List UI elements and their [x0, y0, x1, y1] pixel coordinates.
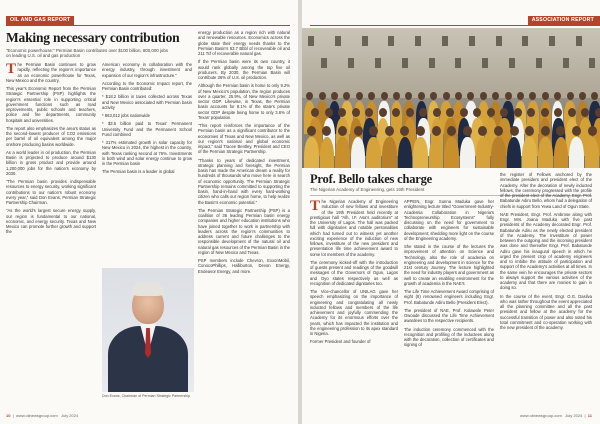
paragraph: Although the Permian basin is home to only 9.2% of New Mexico's population, the region produces over a quarter, 25.9%, of New Mexico's private sector GDP. Likewise, in Texas, the Permian basin accounts for 8.1% of the state's private sector GDP despite being home to only 3.6% of Texas' population.	[198, 83, 290, 120]
building-window	[335, 36, 341, 46]
person-body	[522, 137, 537, 168]
person-head	[514, 108, 522, 117]
person-head	[354, 126, 363, 136]
person-body	[320, 137, 335, 168]
person-body	[366, 137, 381, 168]
person-head	[595, 108, 600, 117]
person	[304, 126, 320, 168]
right-page	[302, 0, 600, 424]
paragraph: "As the world's largest secure energy supply, our region is fundamental to our national, economic, and energy security. Texas and New Mexico can promote further growth and support the	[6, 208, 96, 235]
person-head	[463, 126, 472, 136]
person-head	[392, 108, 400, 117]
person	[522, 126, 538, 168]
person-body	[507, 137, 522, 168]
person-body	[335, 137, 350, 168]
person-head	[419, 108, 427, 117]
person-head	[541, 108, 549, 117]
page-number: 11	[587, 413, 592, 418]
person	[335, 126, 351, 168]
person-head	[567, 92, 574, 100]
group-photo	[302, 28, 600, 168]
person-head	[480, 92, 487, 100]
person-head	[433, 108, 441, 117]
paragraph: The report also emphasizes the area's status as the second-lowest producer of CO2 emissions per barrel of oil equivalent among the major onshore producing basins worldwide.	[6, 125, 96, 147]
person-head	[430, 92, 437, 100]
person-head	[369, 126, 378, 136]
paragraph: "This report reinforces the importance of the Permian basin as a significant contributor to the economies of Texas and New Mexico, as well as our region's national and global economic impact," said Tracee Bentley, President and CEO of the Permian Strategic Partnership.	[198, 123, 290, 155]
person-head	[365, 108, 373, 117]
paragraph: The ceremony kicked-off with the introduction of guests present and readings of the goodwill messages of the Governors of Ogun, Lagos and Oyo states respectively as well as recognition of dedicated dignitaries too.	[310, 259, 398, 286]
article-column-1	[310, 199, 398, 409]
paragraph: "Thanks to years of dedicated investment, strategic planning and foresight, the Permian basin has made the American dream a reality for hundreds of thousands who move here in search of economic opportunity. The Permian Strategic Partnership remains committed to supporting the basin, hand-in-hand with every hard-working citizen who calls our region home, to help realize the Basin's economic potential."	[198, 157, 290, 205]
paragraph: This year's Economic Report from the Permian Strategic Partnership (PSP) highlights the region's essential role in supporting critical government functions such as road improvements, public schools and teachers, police and fire departments, community hospitals and universities.	[6, 86, 96, 123]
person-head	[588, 126, 597, 136]
person-head	[393, 92, 400, 100]
building-window	[388, 36, 394, 46]
person-head	[591, 92, 598, 100]
person-head	[443, 92, 450, 100]
person-body	[585, 137, 600, 168]
paragraph: he Permian Basin continues to grow rapidly, reflecting the region's importance as an economic powerhouse for Texas, New Mexico and the country.	[6, 62, 96, 83]
building-window	[496, 36, 502, 46]
person-head	[338, 108, 346, 117]
article-column-2	[404, 199, 494, 409]
person-head	[446, 108, 454, 117]
person-head	[307, 126, 316, 136]
person-head	[500, 108, 508, 117]
person-head	[527, 108, 535, 117]
person-head	[517, 92, 524, 100]
person	[507, 126, 523, 168]
building-window	[402, 58, 408, 68]
person-body	[351, 137, 366, 168]
person	[554, 126, 570, 168]
paragraph: According to the Economic Impact report, the Permian Basin contributed:	[102, 80, 192, 91]
person-head	[541, 126, 550, 136]
section-rule	[310, 25, 600, 26]
building-window	[308, 36, 314, 46]
person-head	[379, 108, 387, 117]
building-window	[482, 58, 488, 68]
article-headline: Making necessary contribution	[6, 30, 180, 45]
building-window	[455, 58, 461, 68]
person-head	[556, 126, 565, 136]
person-head	[579, 92, 586, 100]
footer-site[interactable]: www.oilnewsgroup.com	[15, 413, 58, 418]
person-head	[368, 92, 375, 100]
hair	[132, 282, 164, 296]
paragraph: "The Permian basin provides indispensable resources to energy security, working significant contributions to our nation's robust economy every year," said Don Evans, Permian Strategic Partnership Chairman.	[6, 179, 96, 205]
person-head	[478, 126, 487, 136]
building-window	[321, 58, 327, 68]
page-number: 10	[6, 413, 11, 418]
person-body	[538, 137, 553, 168]
person-head	[311, 108, 319, 117]
person-body	[429, 137, 444, 168]
paragraph: Former President and founder of	[310, 339, 371, 345]
person-body	[444, 137, 459, 168]
person-head	[432, 126, 441, 136]
person-body	[304, 137, 319, 168]
person-head	[581, 108, 589, 117]
building-window	[536, 58, 542, 68]
article-column-3	[198, 30, 290, 404]
paragraph: American economy in collaboration with the energy industry, through investment and expansion of our region's infrastructure."	[102, 62, 192, 78]
section-tab-oil-gas: OIL AND GAS REPORT	[6, 16, 74, 25]
paragraph: NAE President, Engr. Prof. Ambrose along with Engr. Mrs. Joana Maduka with five past presidents of the Academy decorated Engr. Prof. Babatunde Adiru as the newly elected president of the Academy. The Investiture of power between the outgoing and the incoming president was done and thereafter Engr. Prof. Babatunde Adiru gave his inaugural speech in which he urged the present crop of academy engineers and to imbibe the attitude of participation and support of the Academy's activities at all times. In the same vein he encourages the private sectors to always support the various activities of the academy and that there are monies to gain in doing so.	[500, 211, 592, 291]
person	[320, 126, 336, 168]
person	[398, 126, 414, 168]
paragraph: The induction ceremony commenced with the recognition and profiling of the inductees along with the decoration, collection of certificates and signing of	[404, 326, 494, 348]
building-window	[509, 58, 515, 68]
bullet-item: * 317% estimated growth in solar capacity for New Mexico in 2024, the highest in the country, with Texas ranking second at 76%. Investments in both wind and solar energy continue to grow in the Permian basin	[102, 140, 192, 166]
building-window	[469, 36, 475, 46]
person-body	[413, 137, 428, 168]
person-head	[554, 108, 562, 117]
paragraph: the register of Fellows anchored by the immediate president and president elect of the Academy. After the decoration of newly inducted fellows, the ceremony progressed with the profile of the president elect of the Academy, Engr. Prof. Babatunde Adiru Bello, whom had a delegation of chiefs in support from Yewa Land of Ogun State.	[500, 172, 592, 209]
paragraph: As a world leader in oil production, the Permian Basin is projected to produce around $130 billion in gross product and provide around 1,200,000 jobs for the nation's economy by 2030.	[6, 149, 96, 176]
person-head	[505, 92, 512, 100]
bullet-item: * $3.6 billion paid to Texas' Permanent University Fund and the Permanent School Fund combined	[102, 121, 192, 137]
building	[302, 28, 600, 98]
person-head	[455, 92, 462, 100]
article-deck: The Nigerian Academy of Engineering, gets 19th President	[310, 187, 425, 192]
paragraph: The president of NAE, Prof. Kolawole Peter Owoade discussed the Life Time Achievement awardees to the respective recipients.	[404, 307, 494, 324]
article-column-2	[102, 62, 192, 266]
person-head	[568, 108, 576, 117]
person	[382, 126, 398, 168]
person-head	[306, 92, 313, 100]
building-window	[576, 36, 582, 46]
person-head	[492, 92, 499, 100]
building-window	[429, 58, 435, 68]
person-head	[572, 126, 581, 136]
dropcap: T	[310, 199, 321, 214]
person	[460, 126, 476, 168]
building-window	[563, 58, 569, 68]
person-head	[416, 126, 425, 136]
building-window	[415, 36, 421, 46]
dropcap: T	[6, 61, 17, 77]
person-body	[491, 137, 506, 168]
person	[476, 126, 492, 168]
person	[491, 126, 507, 168]
paragraph: The Life Time Achievement Award comprising of eight (8) renowned engineers including Engr. Prof. Babatunde Adiru Bello (President Elect).	[404, 289, 494, 305]
paragraph: energy production as a region rich with natural and renewable resources. Economics across the globe state their energy needs thanks to the Permian Basin's 93.7 Bbbl of recoverable oil and 211 Tcf of recoverable natural gas.	[198, 30, 290, 56]
building-window	[589, 58, 595, 68]
person	[366, 126, 382, 168]
footer-site[interactable]: www.oilnewsgroup.com	[520, 413, 562, 418]
person	[413, 126, 429, 168]
person-head	[352, 108, 360, 117]
person-body	[460, 137, 475, 168]
bullet-item: * 863,012 jobs nationwide	[102, 113, 150, 118]
person	[429, 126, 445, 168]
person-head	[381, 92, 388, 100]
paragraph: If the Permian basin were its own country, it would rank globally among the top five oil producers. By 2030, the Permian Basin will contribute 36% of U.S. oil production.	[198, 59, 290, 80]
building-window	[348, 58, 354, 68]
person-head	[418, 92, 425, 100]
person-body	[382, 137, 397, 168]
person-head	[319, 92, 326, 100]
person-head	[529, 92, 536, 100]
person	[585, 126, 600, 168]
building-window	[549, 36, 555, 46]
person-head	[405, 92, 412, 100]
person-head	[447, 126, 456, 136]
article-column-1	[6, 62, 96, 402]
person-head	[460, 108, 468, 117]
person	[538, 126, 554, 168]
paragraph: he Nigerian Academy of Engineering Induction of new fellows and investiture of the 19th President held recently at prestigious hall "Alh. I.F. Asa's auditorium" at the University of Lagos. The hall was packed full with dignitaries and notable personalities which had turned out to witness yet another exciting experience of the induction of new fellows, investiture of the new president and presentation life time achievement award to some lot members of the academy.	[310, 199, 398, 257]
person-head	[400, 126, 409, 136]
person-head	[554, 92, 561, 100]
photo-caption: Don Evans, Chairman of Permian Strategic Partnership	[102, 394, 191, 398]
person-head	[525, 126, 534, 136]
person-head	[542, 92, 549, 100]
page-footer: 10 | www.oilnewsgroup.com July 2024	[6, 413, 79, 418]
person-head	[331, 92, 338, 100]
paragraph: PSP members include Chevron, ExxonMobil, ConocoPhillips, Halliburton, Devon Energy, Endeavor Energy, and more.	[198, 258, 290, 274]
person-head	[356, 92, 363, 100]
paragraph: The Permian Strategic Partnership (PSP) is a coalition of 36 leading Permian basin energy companies and higher education institutions who have joined together to work in partnership with leaders across the region's communities to address current and future challenges to the responsible development of the natural oil and natural gas resources of the Permian Basin in the region of New Mexico and Texas.	[198, 207, 290, 255]
page-footer: www.oilnewsgroup.com July 2024 | 11	[520, 413, 592, 418]
person	[444, 126, 460, 168]
person-head	[467, 92, 474, 100]
paragraph: In the course of the event, Engr. O.G. Dasilva who was rather throughout the event appreciated all the planning committee and all the past president and fellow at the academy for the successful transition of power and also noted his total commitment and co-operation working with the new president of the academy.	[500, 293, 592, 330]
portrait-photo	[102, 268, 194, 392]
paragraph: The Permian basin is a leader in global	[102, 169, 175, 175]
person-body	[554, 137, 569, 168]
person-head	[338, 126, 347, 136]
article-deck: "Economic powerhouse:" Permian Basin contributes over $100 billion, 800,000 jobs on leading U.S. oil and gas production	[6, 48, 169, 59]
article-column-3	[500, 172, 592, 409]
article-headline: Prof. Bello takes charge	[310, 172, 433, 186]
person-body	[398, 137, 413, 168]
left-page	[0, 0, 298, 424]
person-head	[322, 126, 331, 136]
person-body	[476, 137, 491, 168]
person-head	[494, 126, 503, 136]
footer-date: July 2024	[61, 413, 79, 418]
person	[569, 126, 585, 168]
footer-date: July 2024	[565, 413, 583, 418]
section-tab-association: ASSOCIATION REPORT	[528, 16, 600, 25]
building-window	[522, 36, 528, 46]
person-head	[406, 108, 414, 117]
person-head	[510, 126, 519, 136]
person-head	[343, 92, 350, 100]
person-head	[325, 108, 333, 117]
building-window	[442, 36, 448, 46]
building-window	[375, 58, 381, 68]
paragraph: She stated in the course of the lectures the improvement of attention on Science and Technology, also the role of academia on engineering and development in science for the 21st century Journey. The lecture highlighted the need for industry players and government as well to create an enabling environment for the growth of academia in the NAE's	[404, 244, 494, 286]
paragraph: The Vice-chancellor of UNILAG gave her speech emphasizing on the importance of engineering and congratulating all newly inducted fellows and members of the life achievement and joyfully commending the Academy for its enormous efforts over the years, which has impacted the institution and the engineering profession to its apex standard in Nigeria.	[310, 289, 398, 336]
building-window	[362, 36, 368, 46]
bullet-item: * $18.2 billion in taxes collected across Texas and New Mexico associated with Permian basin activity	[102, 94, 192, 110]
person-body	[569, 137, 584, 168]
section-rule	[6, 25, 290, 26]
person-head	[473, 108, 481, 117]
paragraph: APPEIN, Engr. Sunna Maduka gave her enlightening lecture titled "Government-Industry-Academia Collaboration in Nigeria's Technopreneurship Ecosystems" fully discussing on the need for government to collaborate with engineers for sustainable development; shedding more light on the course of the Engineering academy.	[404, 199, 494, 241]
person-head	[487, 108, 495, 117]
person-head	[385, 126, 394, 136]
person	[351, 126, 367, 168]
